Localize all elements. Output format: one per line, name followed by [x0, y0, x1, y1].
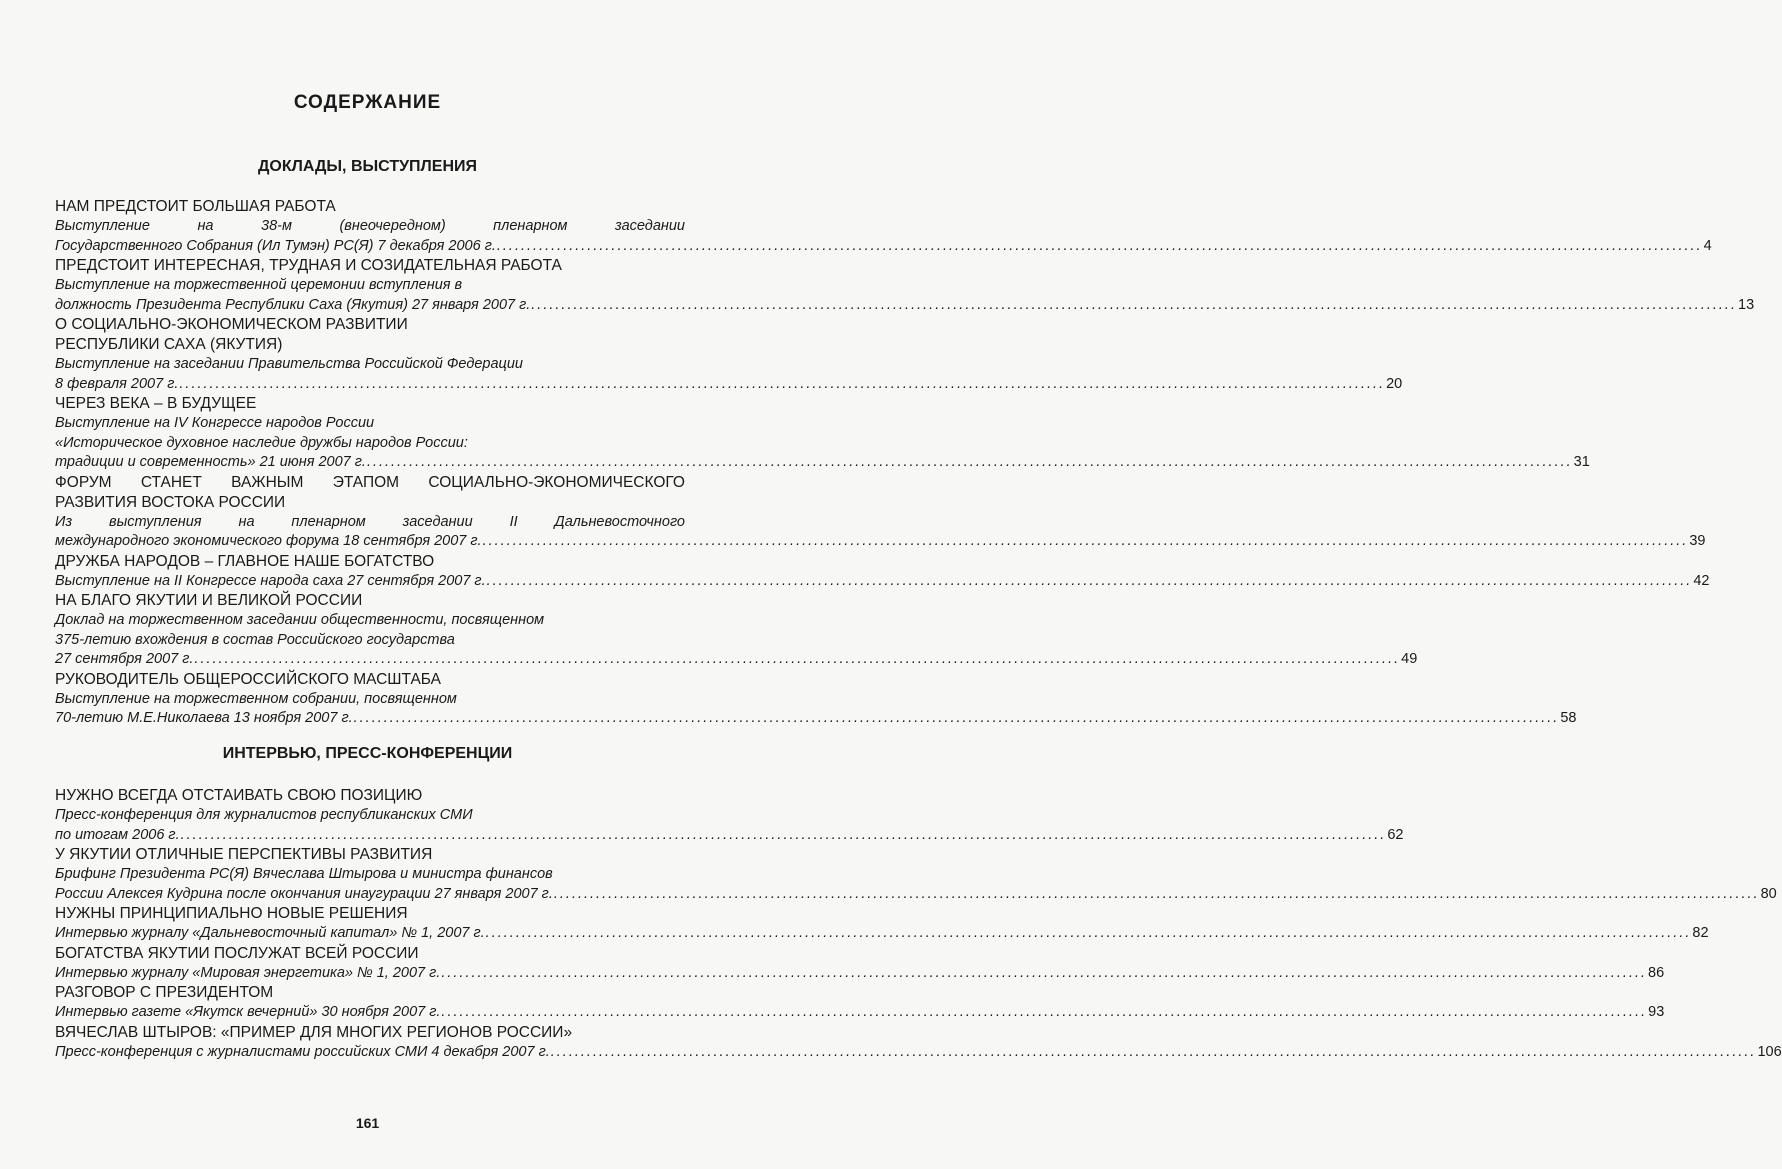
entry-title: БОГАТСТВА ЯКУТИИ ПОСЛУЖАТ ВСЕЙ РОССИИ [55, 944, 419, 962]
toc-entry [55, 904, 1709, 944]
entry-description-text: Пресс-конференция с журналистами российских СМИ 4 декабря 2007 г. [55, 1043, 550, 1060]
entry-page-number: 49 [1401, 651, 1418, 667]
entry-title: ЧЕРЕЗ ВЕКА – В БУДУЩЕЕ [55, 395, 257, 412]
entry-description [55, 826, 1404, 846]
toc-entry [55, 394, 1590, 473]
entry-description-text: 27 сентября 2007 г. [55, 651, 194, 667]
entry-page-number: 13 [1738, 296, 1755, 313]
entry-title: ВЯЧЕСЛАВ ШТЫРОВ: «ПРИМЕР ДЛЯ МНОГИХ РЕГИОНОВ РОССИИ» [55, 1023, 573, 1041]
dot-leader: ........................................................................................................................................................................................................ [553, 885, 1760, 902]
entry-title: РЕСПУБЛИКИ САХА (ЯКУТИЯ) [55, 336, 283, 353]
entry-title: НА БЛАГО ЯКУТИИ И ВЕЛИКОЙ РОССИИ [55, 592, 363, 609]
entry-description-text: по итогам 2006 г. [55, 826, 180, 843]
entry-description-text: должность Президента Республики Саха (Якутия) 27 января 2007 г. [55, 296, 531, 313]
dot-leader: ........................................................................................................................................................................................................ [486, 572, 1693, 589]
entry-description [55, 1043, 1782, 1063]
entry-description [55, 375, 1403, 395]
dot-leader: ........................................................................................................................................................................................................ [441, 964, 1648, 981]
entry-description-text: традиции и современность» 21 июня 2007 г. [55, 454, 366, 470]
dot-leader: ........................................................................................................................................................................................................ [179, 375, 1386, 392]
toc-entry [55, 591, 1418, 670]
toc-entry [55, 845, 1777, 904]
section-entries [55, 197, 1755, 729]
entry-page-number: 4 [1703, 237, 1712, 254]
dot-leader: ........................................................................................................................................................................................................ [550, 1043, 1757, 1060]
entry-page-number: 20 [1386, 375, 1403, 392]
toc-entry [55, 944, 1665, 984]
dot-leader: ........................................................................................................................................................................................................ [441, 1004, 1648, 1020]
dot-leader: ........................................................................................................................................................................................................ [485, 925, 1692, 941]
dot-leader: ........................................................................................................................................................................................................ [366, 454, 1573, 470]
dot-leader: ........................................................................................................................................................................................................ [194, 651, 1401, 667]
entry-page-number: 82 [1692, 925, 1709, 941]
entry-description [55, 885, 1777, 905]
entry-description-text: Выступление на II Конгрессе народа саха 27 сентября 2007 г. [55, 572, 486, 589]
toc-entry [55, 983, 1665, 1023]
entry-title: РАЗВИТИЯ ВОСТОКА РОССИИ [55, 493, 286, 511]
entry-description-text: Интервью газете «Якутск вечерний» 30 ноября 2007 г. [55, 1004, 441, 1020]
entry-description: Выступление на 38-м (внеочередном) пленарном заседании [55, 218, 685, 234]
entry-page-number: 106 [1757, 1043, 1782, 1060]
entry-description [55, 572, 1710, 592]
page-title: СОДЕРЖАНИЕ [293, 92, 442, 113]
entry-page-number: 58 [1560, 710, 1577, 726]
entry-description: 375-летию вхождения в состав Российского государства [55, 631, 455, 648]
section-entries [55, 786, 1782, 1062]
entry-page-number: 31 [1573, 454, 1590, 470]
entry-title: НАМ ПРЕДСТОИТ БОЛЬШАЯ РАБОТА [55, 198, 336, 215]
page-number: 161 [355, 1115, 380, 1131]
toc-entry [55, 670, 1577, 729]
entry-page-number: 62 [1387, 826, 1404, 843]
entry-description-text: Интервью журналу «Дальневосточный капитал» № 1, 2007 г. [55, 925, 485, 941]
entry-page-number: 42 [1693, 572, 1710, 589]
entry-page-number: 86 [1648, 964, 1665, 981]
toc-entry [55, 786, 1404, 845]
entry-description [55, 709, 1577, 729]
entry-title: НУЖНЫ ПРИНЦИПИАЛЬНО НОВЫЕ РЕШЕНИЯ [55, 905, 408, 922]
toc-entry [55, 256, 1755, 315]
dot-leader: ........................................................................................................................................................................................................ [482, 533, 1689, 549]
entry-description: Выступление на торжественной церемонии вступления в [55, 277, 463, 293]
dot-leader: ........................................................................................................................................................................................................ [496, 237, 1703, 254]
entry-description: Из выступления на пленарном заседании II Дальневосточного [55, 513, 685, 530]
entry-title: РАЗГОВОР С ПРЕЗИДЕНТОМ [55, 984, 274, 1001]
entry-description: Выступление на заседании Правительства Российской Федерации [55, 356, 523, 372]
dot-leader: ........................................................................................................................................................................................................ [180, 826, 1387, 843]
entry-title: У ЯКУТИИ ОТЛИЧНЫЕ ПЕРСПЕКТИВЫ РАЗВИТИЯ [55, 846, 433, 863]
entry-description [55, 532, 1706, 552]
entry-description: Выступление на IV Конгрессе народов России [55, 415, 375, 431]
entry-title: О СОЦИАЛЬНО-ЭКОНОМИЧЕСКОМ РАЗВИТИИ [55, 316, 408, 333]
entry-description [55, 650, 1418, 670]
section-heading: ИНТЕРВЬЮ, ПРЕСС-КОНФЕРЕНЦИИ [222, 745, 513, 762]
entry-page-number: 39 [1689, 533, 1706, 549]
entry-page-number: 93 [1648, 1004, 1665, 1020]
toc-entry [55, 315, 1403, 394]
entry-description [55, 1003, 1665, 1023]
toc-entry [55, 552, 1710, 592]
entry-title: НУЖНО ВСЕГДА ОТСТАИВАТЬ СВОЮ ПОЗИЦИЮ [55, 787, 423, 804]
entry-title: ДРУЖБА НАРОДОВ – ГЛАВНОЕ НАШЕ БОГАТСТВО [55, 552, 435, 570]
entry-description [55, 237, 1712, 257]
section-heading: ДОКЛАДЫ, ВЫСТУПЛЕНИЯ [258, 158, 477, 175]
toc-entry [55, 197, 1712, 256]
entry-description-text: Государственного Собрания (Ил Тумэн) РС(Я) 7 декабря 2006 г. [55, 237, 496, 254]
entry-description [55, 296, 1755, 316]
entry-description: Пресс-конференция для журналистов республиканских СМИ [55, 807, 473, 823]
entry-description [55, 453, 1590, 473]
entry-description-text: 8 февраля 2007 г. [55, 375, 179, 392]
toc-entry [55, 473, 1706, 552]
entry-description: Брифинг Президента РС(Я) Вячеслава Штырова и министра финансов [55, 866, 553, 882]
dot-leader: ........................................................................................................................................................................................................ [353, 710, 1560, 726]
entry-description-text: Интервью журналу «Мировая энергетика» № 1, 2007 г. [55, 964, 441, 981]
entry-description: Доклад на торжественном заседании общественности, посвященном [55, 612, 545, 628]
entry-title: РУКОВОДИТЕЛЬ ОБЩЕРОССИЙСКОГО МАСШТАБА [55, 670, 441, 688]
entry-description: Выступление на торжественном собрании, посвященном [55, 690, 457, 707]
entry-title: ФОРУМ СТАНЕТ ВАЖНЫМ ЭТАПОМ СОЦИАЛЬНО-ЭКОНОМИЧЕСКОГО [55, 473, 685, 491]
entry-page-number: 80 [1760, 885, 1777, 902]
entry-description-text: России Алексея Кудрина после окончания инаугурации 27 января 2007 г. [55, 885, 553, 902]
dot-leader: ........................................................................................................................................................................................................ [531, 296, 1737, 313]
entry-description: «Историческое духовное наследие дружбы народов России: [55, 434, 468, 451]
entry-description [55, 924, 1709, 944]
entry-description-text: 70-летию М.Е.Николаева 13 ноября 2007 г. [55, 710, 353, 726]
entry-title: ПРЕДСТОИТ ИНТЕРЕСНАЯ, ТРУДНАЯ И СОЗИДАТЕЛЬНАЯ РАБОТА [55, 257, 562, 274]
toc-entry [55, 1023, 1782, 1063]
entry-description [55, 964, 1665, 984]
entry-description-text: международного экономического форума 18 сентября 2007 г. [55, 533, 482, 549]
